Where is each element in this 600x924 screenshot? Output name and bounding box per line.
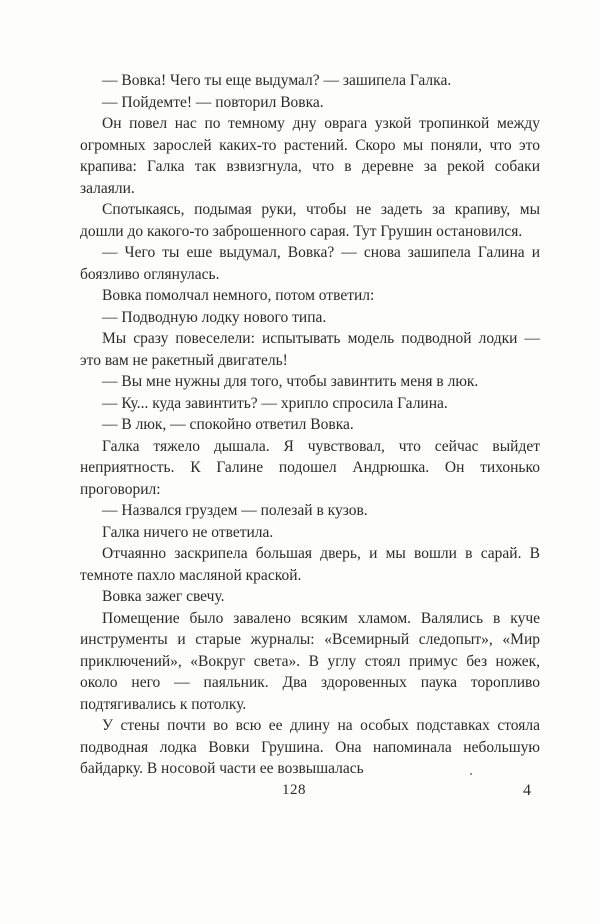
paragraph: Вовка помолчал немного, потом ответил: [102, 287, 375, 304]
paragraph: — В люк, — спокойно ответил Вовка. [102, 416, 354, 433]
paragraph: — Ку... куда завинтить? — хрипло спросила Галина. [102, 394, 448, 412]
paragraph: Помещение было завалено всяким хламом. Валялись в куче инструменты и старые журналы: «Всемирный следопыт», «Мир приключений», «Вокруг света». В углу стоял примус без ножек, около него — паяльник. Два здоровенных паука торопливо подтягивались к потолку. [80, 609, 540, 713]
paragraph: Вовка зажег свечу. [102, 588, 225, 605]
paragraph: Мы сразу повеселели: испытывать модель подводной лодки — это вам не ракетный двигатель! [80, 330, 540, 369]
paragraph: — Пойдемте! — повторил Вовка. [102, 93, 324, 111]
paragraph: — Вовка! Чего ты еще выдумал? — зашипела Галка. [102, 72, 452, 89]
paragraph: Он повел нас по темному дну оврага узкой тропинкой между огромных зарослей каких-то растений. Скоро мы поняли, что это крапива: Галка так взвизгнула, что в деревне за рекой собаки залаяли. [80, 115, 540, 197]
paragraph: — Назвался груздем — полезай в кузов. [102, 502, 368, 519]
paragraph: — Подводную лодку нового типа. [102, 308, 327, 326]
paragraph: — Вы мне нужны для того, чтобы завинтить меня в люк. [102, 373, 479, 390]
paragraph: — Чего ты еше выдумал, Вовка? — снова зашипела Галина и боязливо оглянулась. [80, 244, 540, 283]
body-text [80, 70, 540, 780]
paragraph: Отчаянно заскрипела большая дверь, и мы вошли в сарай. В темноте пахло масляной краской. [80, 545, 540, 584]
paragraph: Спотыкаясь, подымая руки, чтобы не задеть за крапиву, мы дошли до какого-то заброшенного сарая. Тут Грушин остановился. [80, 201, 540, 240]
page-number: 128 [282, 782, 306, 798]
paragraph: У стены почти во всю ее длину на особых подставках стояла подводная лодка Вовки Грушина. Она напоминала небольшую байдарку. В носовой части ее возвышалась [80, 717, 540, 777]
paragraph: Галка тяжело дышала. Я чувствовал, что сейчас выйдет неприятность. К Галине подошел Андрюшка. Он тихонько проговорил: [80, 437, 540, 498]
signature-mark: 4 [523, 782, 531, 799]
paragraph: Галка ничего не ответила. [102, 523, 274, 541]
print-speck [470, 773, 472, 775]
